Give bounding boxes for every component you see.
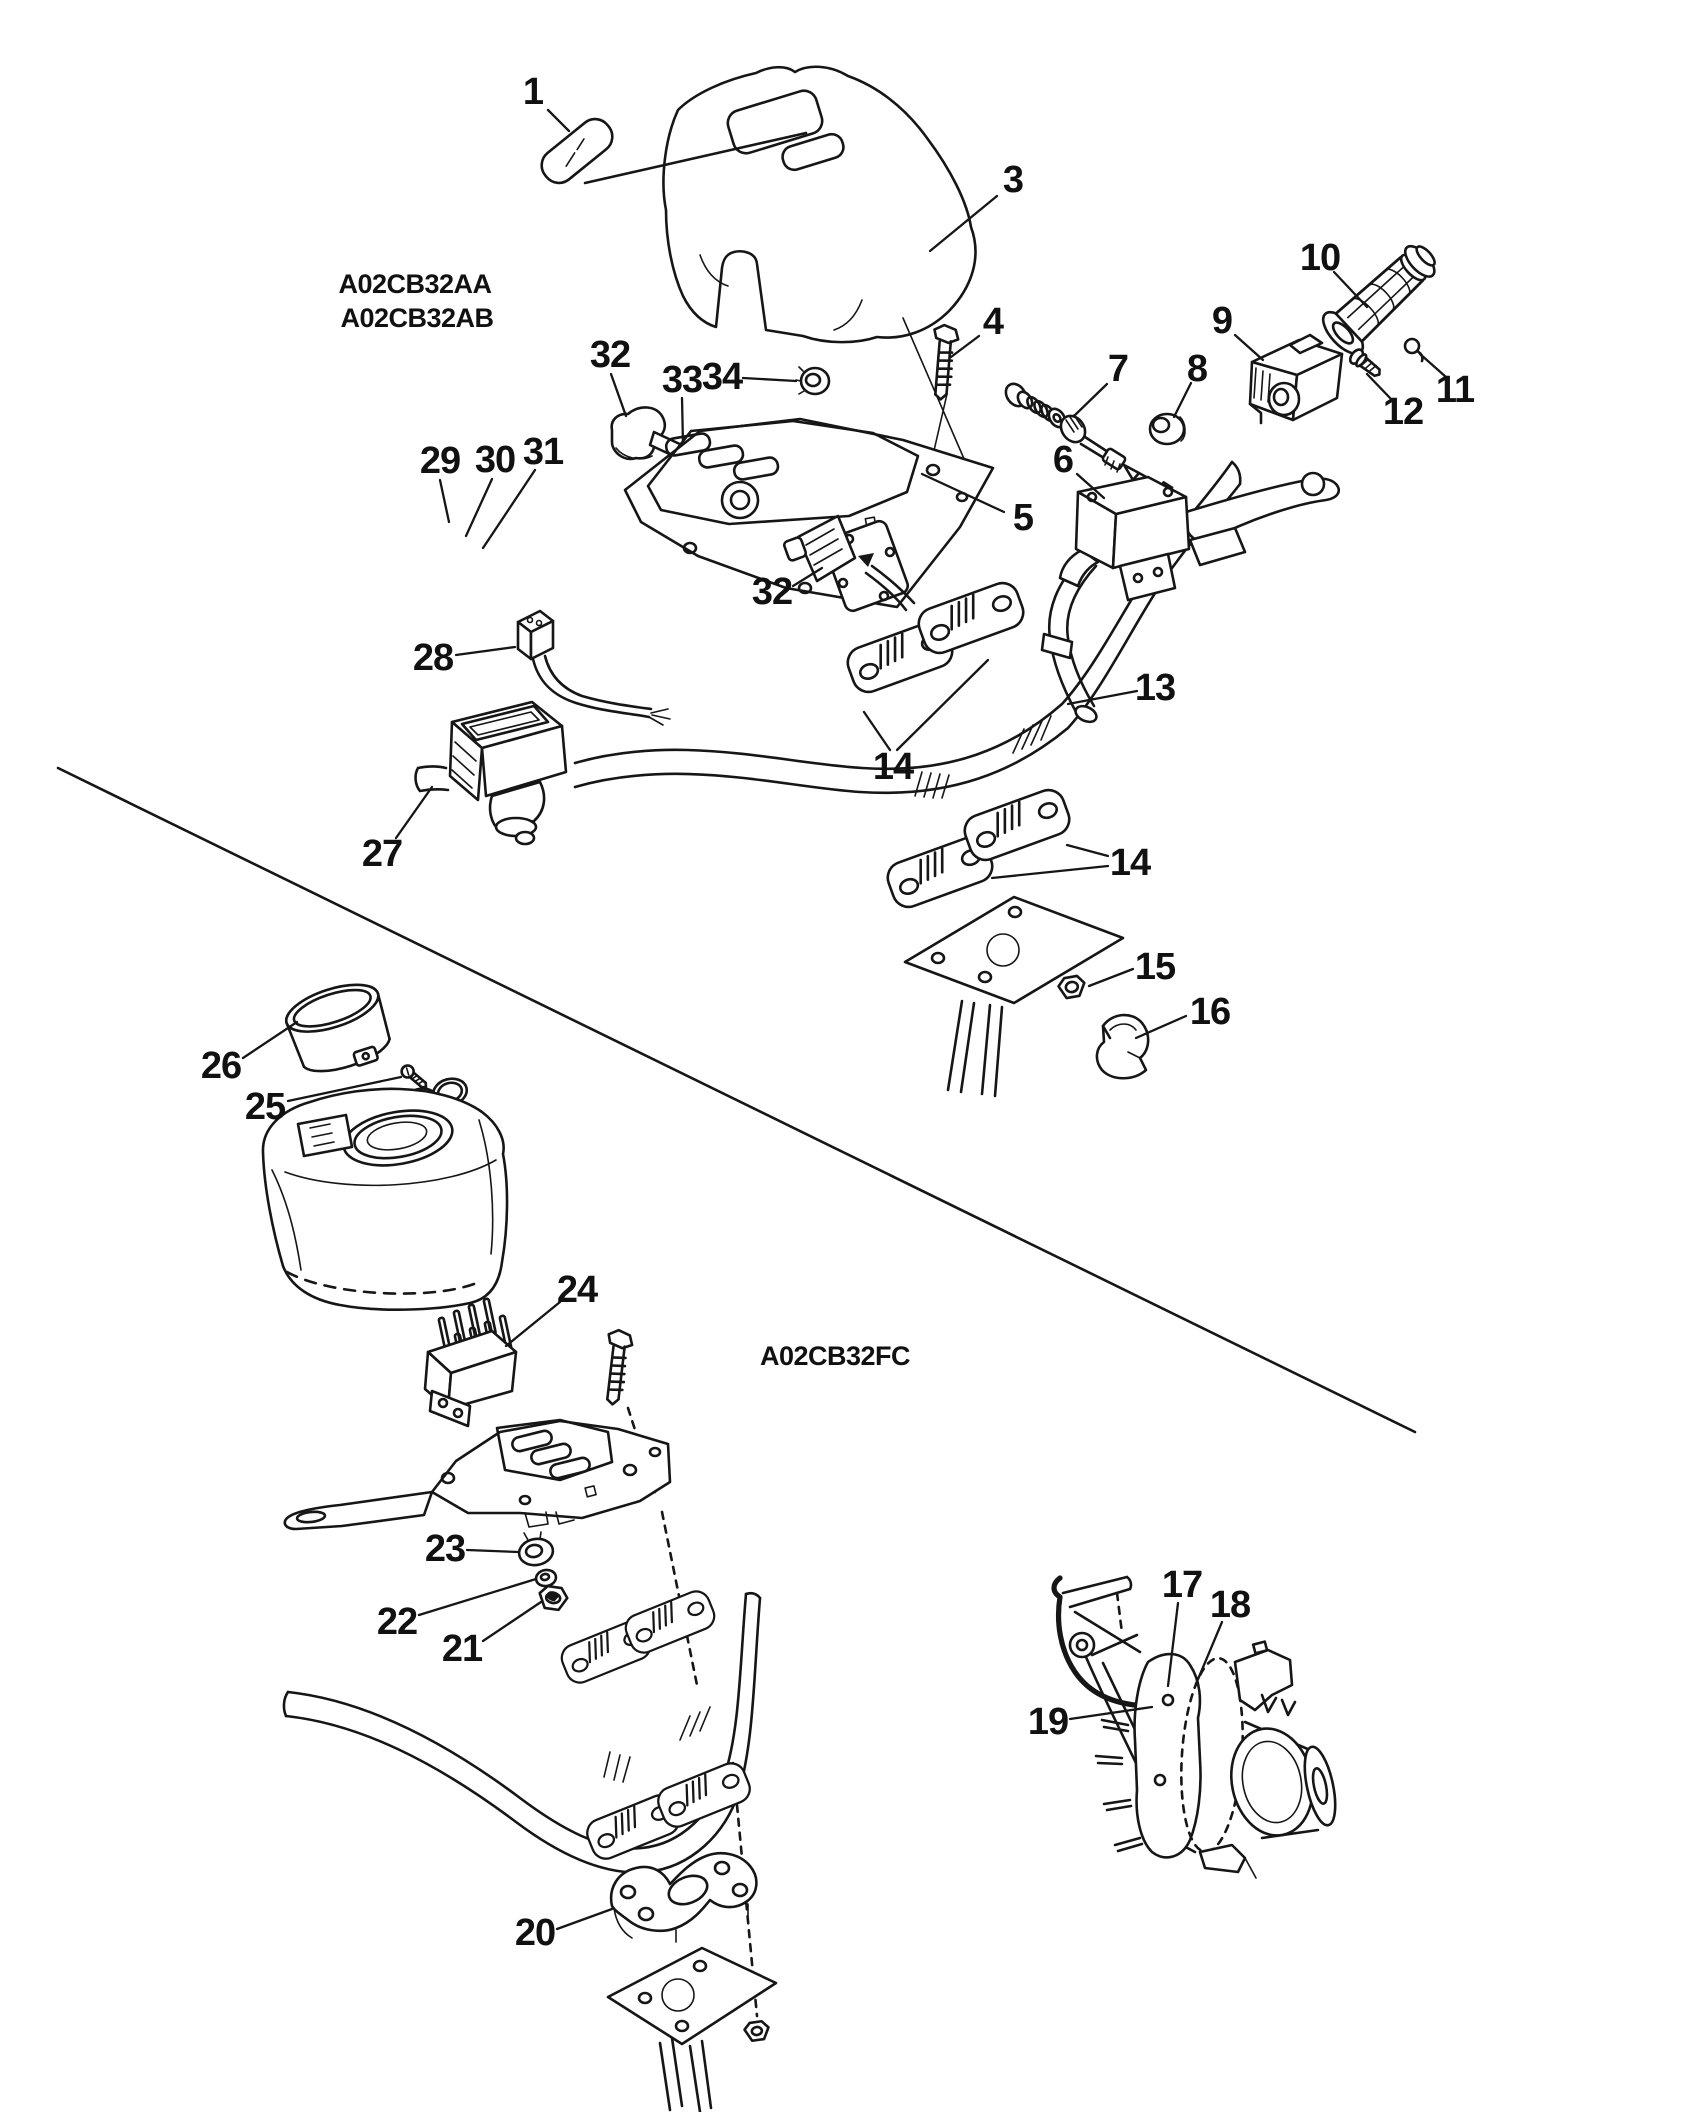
part-15-nut	[1057, 975, 1086, 999]
callout-number: 23	[424, 1528, 466, 1570]
callout-number: 11	[1435, 369, 1475, 411]
callout-leader-line	[743, 378, 796, 381]
callout-number: 19	[1027, 1701, 1069, 1743]
callout-number: 29	[419, 440, 461, 482]
callout-number: 15	[1134, 946, 1176, 988]
callout-leader-line	[467, 1550, 518, 1552]
callout-leader-line	[557, 1909, 612, 1929]
callout-number: 25	[244, 1086, 286, 1128]
callout-number: 32	[751, 571, 793, 613]
callout-number: 33	[661, 359, 703, 401]
callout-leader-line	[864, 712, 890, 750]
part-24-connector-block	[425, 1298, 516, 1426]
callout-number: 5	[1012, 497, 1034, 539]
callout-leader-line	[1067, 845, 1108, 856]
callout-number: 18	[1209, 1584, 1251, 1626]
callout-number: 14	[1109, 842, 1151, 884]
part-34-washer	[796, 367, 829, 394]
callout-leader-line	[992, 866, 1108, 878]
callout-leader-line	[1074, 384, 1107, 416]
part-3-handlebar-cover	[585, 67, 975, 342]
callout-number: 10	[1299, 237, 1341, 279]
steering-base-plate-upper	[905, 897, 1123, 1096]
callout-leader-line	[506, 1302, 560, 1346]
callout-number: 17	[1161, 1564, 1203, 1606]
part-16-clip	[1097, 1015, 1148, 1078]
part-27-left-switch-block	[450, 702, 566, 844]
callout-leader-line	[440, 480, 449, 522]
callout-leader-line	[611, 374, 626, 416]
callout-leader-line	[456, 647, 515, 655]
callout-leader-line	[419, 1579, 536, 1615]
callout-number: 7	[1107, 348, 1129, 390]
callout-number: 30	[474, 439, 516, 481]
callout-number: 9	[1211, 300, 1233, 342]
part-5-mounting-plate	[625, 419, 993, 607]
callout-number: 26	[200, 1045, 242, 1087]
callout-leader-line	[466, 479, 492, 536]
callout-number: 20	[514, 1912, 556, 1954]
section-code: A02CB32AA	[338, 269, 492, 299]
callout-number: 14	[872, 746, 914, 788]
clamp-blocks-lower-pair-lower-section	[583, 1759, 754, 1863]
part-26-cup	[281, 975, 398, 1083]
callout-number: 8	[1186, 348, 1208, 390]
part-12-screw	[1348, 347, 1385, 381]
callout-number: 13	[1134, 667, 1176, 709]
callout-number: 34	[701, 356, 743, 398]
callout-number: 4	[982, 301, 1004, 343]
headlight-pod-cover	[263, 1089, 507, 1310]
part-14-clamp-blocks-lower	[883, 786, 1073, 912]
callout-leader-line	[682, 398, 683, 444]
lower-mounting-bracket	[285, 1420, 670, 1529]
part-8-bushing	[1150, 414, 1185, 444]
part-20-handlebar-block	[611, 1853, 756, 1942]
callout-leader-line	[243, 1022, 297, 1058]
callout-number: 16	[1189, 991, 1231, 1033]
callout-leader-line	[548, 110, 569, 131]
callout-leader-line	[483, 1602, 541, 1641]
callout-leader-line	[1235, 335, 1263, 360]
part-23-washer	[517, 1532, 555, 1568]
callout-leader-line	[1196, 1622, 1222, 1684]
callout-number: 22	[376, 1601, 418, 1643]
part-9-throttle-block	[1250, 335, 1342, 423]
clamp-blocks-upper-pair-lower-section	[558, 1587, 719, 1686]
callout-number: 3	[1002, 159, 1024, 201]
section-code: A02CB32FC	[759, 1341, 911, 1371]
part-4-bolt	[924, 324, 960, 401]
callout-number: 32	[589, 334, 631, 376]
callout-number: 31	[522, 431, 564, 473]
callout-number: 27	[361, 833, 403, 875]
section-code: A02CB32AB	[340, 303, 494, 333]
callout-number: 21	[441, 1628, 483, 1670]
callout-leader-line	[1068, 691, 1137, 704]
callout-number: 6	[1052, 439, 1074, 481]
callout-leader-line	[1089, 969, 1133, 986]
part-25-screw	[399, 1063, 430, 1091]
part-6-master-cylinder	[1042, 473, 1339, 725]
lower-nut	[744, 2020, 770, 2041]
part-11-button	[1405, 339, 1422, 361]
callout-number: 28	[412, 637, 454, 679]
hub-speedometer-assembly	[1054, 1577, 1341, 1878]
callout-number: 12	[1382, 391, 1424, 433]
callout-number: 1	[522, 71, 544, 113]
callout-leader-line	[396, 787, 432, 838]
lower-bolt	[596, 1328, 635, 1405]
part-21-nut	[538, 1585, 569, 1611]
part-22-lock-washer	[535, 1568, 557, 1587]
callout-number: 24	[556, 1269, 598, 1311]
